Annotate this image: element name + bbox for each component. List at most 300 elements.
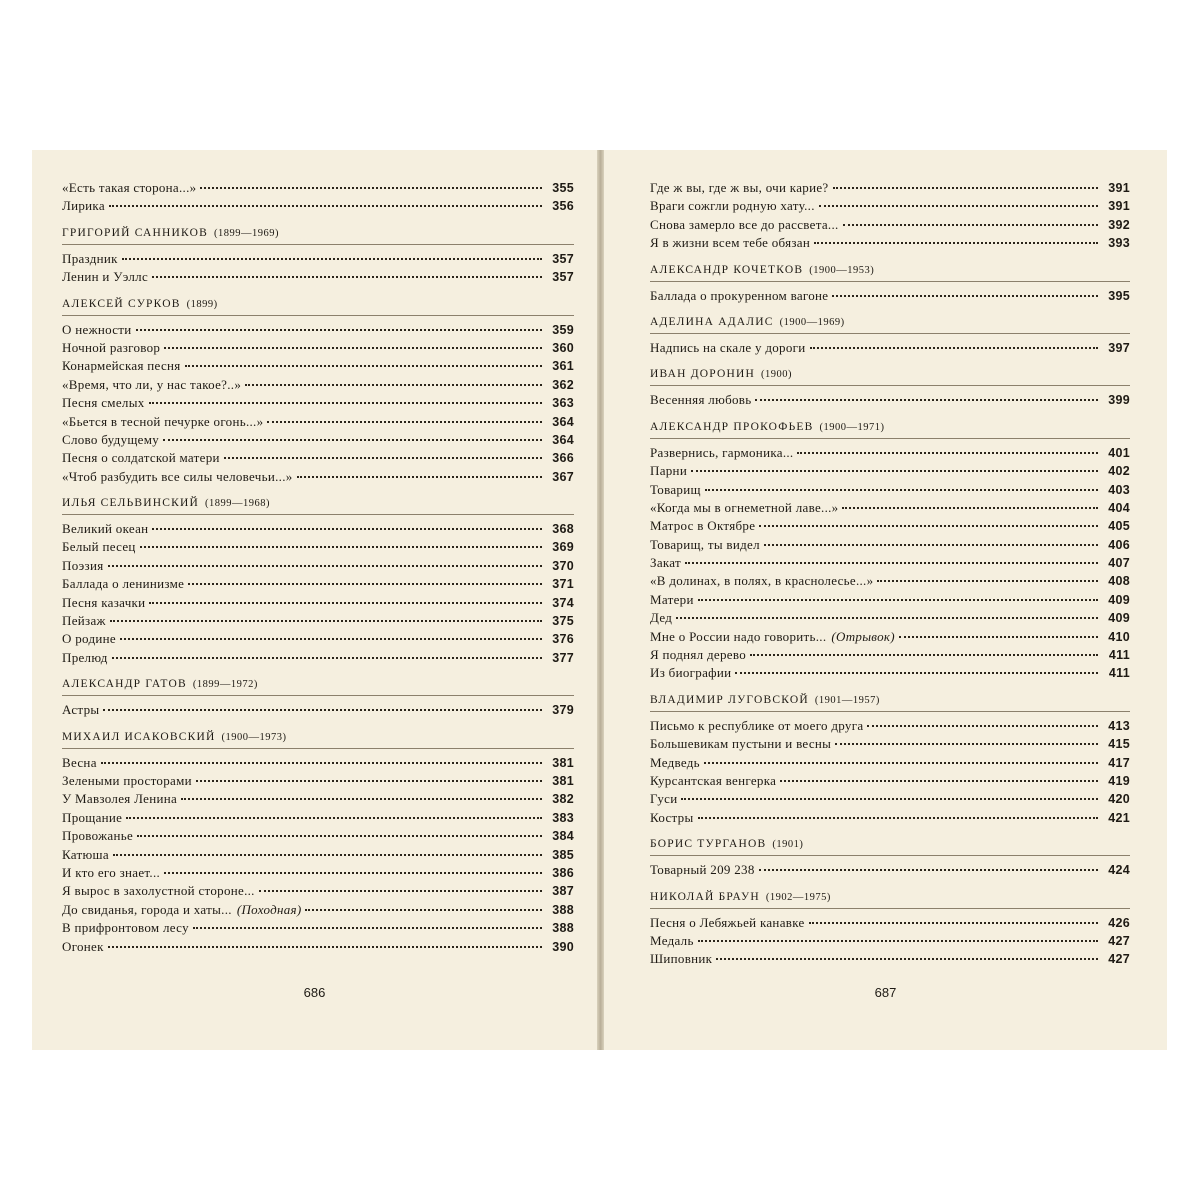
dot-leader <box>101 762 542 764</box>
entry-page-number: 367 <box>552 469 574 484</box>
author-heading <box>62 298 574 312</box>
entry-title: Товарищ <box>650 481 701 497</box>
entry-title: Катюша <box>62 846 109 862</box>
author-years: (1899—1968) <box>205 498 271 510</box>
author-name: БОРИС ТУРГАНОВ <box>650 838 767 851</box>
dot-leader <box>193 927 542 929</box>
entry-title: Конармейская песня <box>62 358 181 374</box>
toc-entry <box>62 939 574 957</box>
toc-entry <box>650 718 1130 736</box>
entry-title: У Мавзолея Ленина <box>62 791 178 807</box>
author-years: (1901) <box>772 839 804 851</box>
author-years: (1901—1957) <box>814 694 880 706</box>
toc-entry <box>650 755 1130 773</box>
toc-entry <box>62 613 574 631</box>
toc-entry <box>650 392 1130 410</box>
entry-page-number: 403 <box>1108 482 1130 497</box>
dot-leader <box>126 817 542 819</box>
dot-leader <box>759 525 1098 527</box>
entry-page-number: 376 <box>552 632 574 647</box>
entry-title: Враги сожгли родную хату... <box>650 198 815 214</box>
toc-column-right <box>650 180 1130 970</box>
entry-page-number: 383 <box>552 810 574 825</box>
dot-leader <box>809 922 1098 924</box>
dot-leader <box>267 421 542 423</box>
author-divider <box>62 244 574 245</box>
entry-title: Товарный 209 238 <box>650 862 755 878</box>
entry-page-number: 409 <box>1108 611 1130 626</box>
entry-title: Снова замерло все до рассвета... <box>650 216 839 232</box>
dot-leader <box>810 347 1098 349</box>
author-years: (1900—1971) <box>819 421 885 433</box>
dot-leader <box>814 242 1098 244</box>
toc-entry <box>650 773 1130 791</box>
author-years: (1899—1972) <box>192 679 258 691</box>
author-heading <box>650 694 1130 708</box>
entry-page-number: 391 <box>1108 199 1130 214</box>
author-heading <box>62 227 574 241</box>
entry-page-number: 411 <box>1108 648 1130 663</box>
toc-entry <box>650 629 1130 647</box>
dot-leader <box>297 476 542 478</box>
toc-entry <box>62 576 574 594</box>
author-divider <box>650 281 1130 282</box>
entry-title: Где ж вы, где ж вы, очи карие? <box>650 180 829 195</box>
entry-page-number: 392 <box>1108 217 1130 232</box>
entry-title: Весенняя любовь <box>650 392 752 408</box>
dot-leader <box>110 620 542 622</box>
entry-page-number: 427 <box>1108 952 1130 967</box>
entry-page-number: 395 <box>1108 288 1130 303</box>
dot-leader <box>843 224 1098 226</box>
entry-page-number: 397 <box>1108 340 1130 355</box>
right-page <box>604 150 1167 1050</box>
entry-page-number: 407 <box>1108 556 1130 571</box>
entry-title: Великий океан <box>62 521 149 537</box>
entry-page-number: 401 <box>1108 445 1130 460</box>
entry-title: Из биографии <box>650 665 732 681</box>
dot-leader <box>759 869 1098 871</box>
toc-entry <box>62 469 574 487</box>
author-name: НИКОЛАЙ БРАУН <box>650 890 760 903</box>
author-divider <box>650 333 1130 334</box>
entry-page-number: 363 <box>552 396 574 411</box>
entry-title: Пейзаж <box>62 613 106 629</box>
entry-page-number: 359 <box>552 322 574 337</box>
toc-entry <box>62 180 574 198</box>
toc-entry <box>650 235 1130 253</box>
entry-title: Надпись на скале у дороги <box>650 339 806 355</box>
dot-leader <box>137 835 542 837</box>
entry-title: Матрос в Октябре <box>650 518 756 534</box>
dot-leader <box>685 562 1098 564</box>
book-gutter <box>597 150 604 1050</box>
dot-leader <box>698 817 1099 819</box>
dot-leader <box>149 402 542 404</box>
entry-title: «Когда мы в огнеметной лаве...» <box>650 499 839 515</box>
entry-title: Баллада о прокуренном вагоне <box>650 287 829 303</box>
toc-entry <box>62 198 574 216</box>
entry-title: «Бьется в тесной печурке огонь...» <box>62 413 264 429</box>
author-heading <box>650 891 1130 905</box>
entry-title: Песня казачки <box>62 594 146 610</box>
entry-page-number: 387 <box>552 884 574 899</box>
entry-title: Шиповник <box>650 951 713 967</box>
dot-leader <box>691 470 1098 472</box>
dot-leader <box>755 399 1098 401</box>
entry-title: Астры <box>62 702 100 718</box>
entry-page-number: 370 <box>552 558 574 573</box>
dot-leader <box>109 205 542 207</box>
author-years: (1902—1975) <box>765 891 831 903</box>
dot-leader <box>152 528 542 530</box>
entry-page-number: 364 <box>552 414 574 429</box>
entry-page-number: 421 <box>1108 810 1130 825</box>
author-name: АЛЕКСАНДР ГАТОВ <box>62 678 187 691</box>
dot-leader <box>750 654 1098 656</box>
entry-page-number: 360 <box>552 340 574 355</box>
entry-page-number: 388 <box>552 921 574 936</box>
entry-title: «В долинах, в полях, в краснолесье...» <box>650 573 874 589</box>
entry-title: Парни <box>650 463 688 479</box>
dot-leader <box>152 276 542 278</box>
entry-title: Я поднял дерево <box>650 647 746 663</box>
entry-page-number: 382 <box>552 792 574 807</box>
entry-page-number: 357 <box>552 251 574 266</box>
dot-leader <box>200 187 542 189</box>
entry-note: (Отрывок) <box>831 628 895 644</box>
toc-entry <box>62 773 574 791</box>
entry-page-number: 357 <box>552 270 574 285</box>
author-divider <box>650 385 1130 386</box>
toc-entry <box>62 558 574 576</box>
entry-title: И кто его знает... <box>62 864 161 880</box>
entry-page-number: 402 <box>1108 464 1130 479</box>
toc-entry <box>62 810 574 828</box>
author-divider <box>650 438 1130 439</box>
dot-leader <box>164 347 542 349</box>
entry-page-number: 379 <box>552 703 574 718</box>
toc-entry <box>650 340 1130 358</box>
dot-leader <box>835 743 1098 745</box>
entry-page-number: 369 <box>552 540 574 555</box>
entry-title: Песня о солдатской матери <box>62 450 220 466</box>
entry-title: Гуси <box>650 791 678 807</box>
page-number-left: 686 <box>303 985 326 1000</box>
entry-title: Лирика <box>62 198 105 214</box>
toc-entry <box>62 902 574 920</box>
entry-page-number: 377 <box>552 650 574 665</box>
entry-title: Ночной разговор <box>62 339 161 355</box>
dot-leader <box>185 365 542 367</box>
toc-entry <box>62 414 574 432</box>
entry-title: Огонек <box>62 938 104 954</box>
dot-leader <box>877 580 1098 582</box>
dot-leader <box>136 329 542 331</box>
author-heading <box>62 497 574 511</box>
entry-title: Матери <box>650 591 694 607</box>
entry-title: Я в жизни всем тебе обязан <box>650 235 811 251</box>
entry-title: Слово будущему <box>62 431 160 447</box>
author-years: (1900—1969) <box>779 316 845 328</box>
toc-entry <box>650 647 1130 665</box>
entry-title: До свиданья, города и хаты... <box>62 901 232 917</box>
dot-leader <box>780 780 1098 782</box>
toc-entry <box>62 395 574 413</box>
toc-entry <box>650 592 1130 610</box>
dot-leader <box>259 890 542 892</box>
author-years: (1900) <box>761 369 793 381</box>
entry-page-number: 375 <box>552 614 574 629</box>
toc-entry <box>62 650 574 668</box>
dot-leader <box>305 909 542 911</box>
author-divider <box>650 711 1130 712</box>
entry-title: Дед <box>650 610 673 626</box>
entry-title: Зелеными просторами <box>62 772 192 788</box>
entry-title: «Есть такая сторона...» <box>62 180 197 195</box>
entry-title: Прелюд <box>62 649 108 665</box>
entry-title: Я вырос в захолустной стороне... <box>62 883 255 899</box>
entry-page-number: 426 <box>1108 915 1130 930</box>
entry-title: Медаль <box>650 932 694 948</box>
entry-page-number: 408 <box>1108 574 1130 589</box>
toc-column-left <box>62 180 574 957</box>
dot-leader <box>181 798 542 800</box>
toc-entry <box>650 445 1130 463</box>
toc-entry <box>650 862 1130 880</box>
author-divider <box>650 855 1130 856</box>
entry-page-number: 399 <box>1108 393 1130 408</box>
entry-page-number: 406 <box>1108 537 1130 552</box>
toc-entry <box>62 251 574 269</box>
toc-entry <box>62 883 574 901</box>
toc-entry <box>62 521 574 539</box>
toc-entry <box>62 322 574 340</box>
toc-entry <box>62 631 574 649</box>
author-years: (1900—1973) <box>221 731 287 743</box>
author-heading <box>62 678 574 692</box>
entry-title: Праздник <box>62 250 118 266</box>
entry-note: (Походная) <box>236 901 302 917</box>
dot-leader <box>103 709 542 711</box>
entry-page-number: 374 <box>552 595 574 610</box>
entry-page-number: 386 <box>552 865 574 880</box>
toc-entry <box>650 180 1130 198</box>
entry-page-number: 417 <box>1108 755 1130 770</box>
dot-leader <box>698 599 1098 601</box>
entry-title: Песня смелых <box>62 395 145 411</box>
entry-title: Костры <box>650 809 694 825</box>
toc-entry <box>650 463 1130 481</box>
toc-entry <box>62 377 574 395</box>
entry-page-number: 415 <box>1108 737 1130 752</box>
author-name: ИВАН ДОРОНИН <box>650 368 756 381</box>
entry-page-number: 362 <box>552 377 574 392</box>
toc-entry <box>650 518 1130 536</box>
dot-leader <box>819 205 1098 207</box>
toc-entry <box>62 432 574 450</box>
entry-title: Белый песец <box>62 539 136 555</box>
entry-page-number: 420 <box>1108 792 1130 807</box>
author-heading <box>650 838 1130 852</box>
entry-title: Весна <box>62 754 97 770</box>
dot-leader <box>164 872 542 874</box>
author-divider <box>650 908 1130 909</box>
toc-entry <box>62 450 574 468</box>
entry-title: Развернись, гармоника... <box>650 444 794 460</box>
entry-title: Большевикам пустыни и весны <box>650 736 832 752</box>
toc-entry <box>62 920 574 938</box>
entry-title: Провожанье <box>62 828 134 844</box>
author-divider <box>62 695 574 696</box>
toc-entry <box>62 847 574 865</box>
author-divider <box>62 748 574 749</box>
author-name: МИХАИЛ ИСАКОВСКИЙ <box>62 730 216 743</box>
dot-leader <box>676 617 1098 619</box>
dot-leader <box>140 546 542 548</box>
toc-entry <box>62 340 574 358</box>
dot-leader <box>867 725 1098 727</box>
dot-leader <box>698 940 1098 942</box>
dot-leader <box>149 602 542 604</box>
entry-title: О родине <box>62 631 116 647</box>
dot-leader <box>735 672 1098 674</box>
toc-entry <box>62 539 574 557</box>
entry-page-number: 355 <box>552 181 574 195</box>
author-name: АДЕЛИНА АДАЛИС <box>650 315 774 328</box>
author-years: (1899) <box>186 298 218 310</box>
toc-entry <box>650 555 1130 573</box>
entry-title: Ленин и Уэллс <box>62 269 149 285</box>
entry-page-number: 391 <box>1108 181 1130 195</box>
author-heading <box>650 264 1130 278</box>
entry-title: Мне о России надо говорить... <box>650 628 827 644</box>
entry-page-number: 361 <box>552 359 574 374</box>
toc-entry <box>62 269 574 287</box>
author-divider <box>62 514 574 515</box>
entry-page-number: 413 <box>1108 718 1130 733</box>
entry-title: Закат <box>650 555 682 571</box>
toc-entry <box>650 951 1130 969</box>
entry-page-number: 411 <box>1108 666 1130 681</box>
dot-leader <box>764 544 1098 546</box>
entry-page-number: 368 <box>552 522 574 537</box>
dot-leader <box>705 489 1098 491</box>
dot-leader <box>704 762 1098 764</box>
toc-entry <box>62 755 574 773</box>
entry-title: Баллада о ленинизме <box>62 576 185 592</box>
dot-leader <box>899 636 1098 638</box>
toc-entry <box>650 198 1130 216</box>
entry-page-number: 410 <box>1108 629 1130 644</box>
author-years: (1900—1953) <box>809 264 875 276</box>
author-name: АЛЕКСАНДР КОЧЕТКОВ <box>650 263 804 276</box>
author-heading <box>62 731 574 745</box>
entry-title: Медведь <box>650 754 700 770</box>
toc-entry <box>650 610 1130 628</box>
dot-leader <box>196 780 542 782</box>
dot-leader <box>108 946 542 948</box>
dot-leader <box>716 958 1098 960</box>
page-number-right: 687 <box>874 985 897 1000</box>
entry-page-number: 385 <box>552 847 574 862</box>
author-name: АЛЕКСАНДР ПРОКОФЬЕВ <box>650 420 814 433</box>
entry-page-number: 404 <box>1108 500 1130 515</box>
entry-page-number: 356 <box>552 199 574 214</box>
author-heading <box>650 316 1130 330</box>
entry-title: Письмо к республике от моего друга <box>650 717 864 733</box>
entry-title: Песня о Лебяжьей канавке <box>650 914 805 930</box>
toc-entry <box>650 482 1130 500</box>
toc-entry <box>650 537 1130 555</box>
toc-entry <box>650 573 1130 591</box>
dot-leader <box>112 657 542 659</box>
toc-entry <box>62 791 574 809</box>
author-years: (1899—1969) <box>213 227 279 239</box>
entry-title: О нежности <box>62 321 132 337</box>
entry-page-number: 371 <box>552 577 574 592</box>
entry-page-number: 419 <box>1108 773 1130 788</box>
entry-title: Курсантская венгерка <box>650 772 777 788</box>
entry-page-number: 366 <box>552 451 574 466</box>
entry-page-number: 393 <box>1108 236 1130 251</box>
entry-page-number: 405 <box>1108 519 1130 534</box>
dot-leader <box>797 452 1098 454</box>
dot-leader <box>108 565 543 567</box>
entry-title: «Время, что ли, у нас такое?..» <box>62 376 242 392</box>
toc-entry <box>62 865 574 883</box>
dot-leader <box>245 384 542 386</box>
author-name: ИЛЬЯ СЕЛЬВИНСКИЙ <box>62 497 200 510</box>
toc-entry <box>650 810 1130 828</box>
toc-entry <box>650 736 1130 754</box>
entry-page-number: 424 <box>1108 863 1130 878</box>
author-heading <box>650 368 1130 382</box>
dot-leader <box>833 187 1099 189</box>
author-heading <box>650 421 1130 435</box>
toc-entry <box>650 217 1130 235</box>
dot-leader <box>681 798 1098 800</box>
dot-leader <box>120 638 542 640</box>
dot-leader <box>842 507 1098 509</box>
entry-page-number: 381 <box>552 755 574 770</box>
toc-entry <box>650 915 1130 933</box>
entry-page-number: 427 <box>1108 933 1130 948</box>
toc-entry <box>650 288 1130 306</box>
toc-entry <box>62 702 574 720</box>
entry-page-number: 364 <box>552 432 574 447</box>
entry-page-number: 388 <box>552 902 574 917</box>
toc-entry <box>650 791 1130 809</box>
entry-page-number: 390 <box>552 939 574 954</box>
dot-leader <box>122 258 542 260</box>
dot-leader <box>113 854 542 856</box>
toc-entry <box>62 358 574 376</box>
left-page <box>32 150 597 1050</box>
author-name: ВЛАДИМИР ЛУГОВСКОЙ <box>650 693 809 706</box>
dot-leader <box>224 457 542 459</box>
dot-leader <box>163 439 542 441</box>
entry-title: Поэзия <box>62 557 104 573</box>
toc-entry <box>650 500 1130 518</box>
author-divider <box>62 315 574 316</box>
toc-entry <box>62 828 574 846</box>
toc-entry <box>650 665 1130 683</box>
author-name: ГРИГОРИЙ САННИКОВ <box>62 226 208 239</box>
entry-title: Товарищ, ты видел <box>650 536 760 552</box>
dot-leader <box>188 583 542 585</box>
dot-leader <box>832 295 1098 297</box>
